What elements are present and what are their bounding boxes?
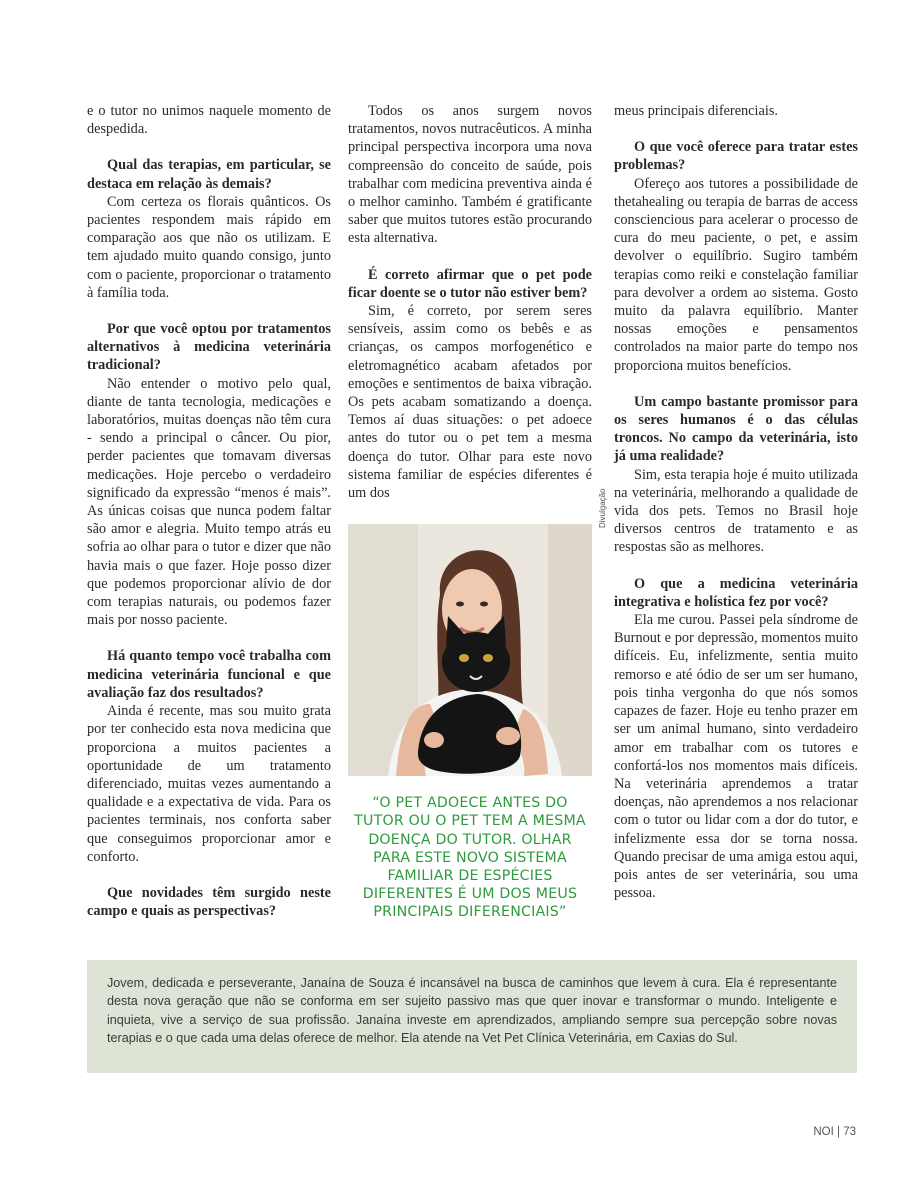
paragraph: e o tutor no unimos naquele momento de despedida. (87, 103, 331, 138)
woman-with-black-cat-illustration (348, 524, 592, 776)
question: O que a medicina veterinária integrativa e holística fez por você? (614, 575, 858, 610)
question: Por que você optou por tratamentos alternativos à medicina veterinária tradicional? (87, 321, 331, 374)
page-number: NOI | 73 (813, 1126, 856, 1138)
question: Um campo bastante promissor para os seres humanos é o das células troncos. No campo da veterinária, isto já uma realidade? (614, 393, 858, 465)
answer: Não entender o motivo pelo qual, diante de tanta tecnologia, medicações e laboratórios, muitas doenças não têm cura - sendo a principal o câncer. Ou pior, perder pacientes que tomavam diversas medicações. Hoje percebo o verdadeiro significado da expressão “menos é mais”. As únicas coisas que nunca podem faltar são amor e alegria. Muito tempo atrás eu sofria ao olhar para o tutor e dizer que não havia mais o que fazer. Hoje posso dizer que podemos proporcionar alívio de dor com terapias naturais, ou podemos fazer mais por nosso paciente. (87, 375, 331, 629)
question: É correto afirmar que o pet pode ficar doente se o tutor não estiver bem? (348, 266, 592, 301)
question: Qual das terapias, em particular, se destaca em relação às demais? (87, 157, 331, 192)
article-column-3 (614, 102, 858, 902)
question: Há quanto tempo você trabalha com medicina veterinária funcional e que avaliação faz dos resultados? (87, 648, 331, 701)
pull-quote: “O PET ADOECE ANTES DO TUTOR OU O PET TEM A MESMA DOENÇA DO TUTOR. OLHAR PARA ESTE NOVO SISTEMA FAMILIAR DE ESPÉCIES DIFERENTES É UM DOS MEUS PRINCIPAIS DIFERENCIAIS” (354, 795, 586, 921)
portrait-photo (348, 488, 607, 776)
paragraph: meus principais diferenciais. (614, 103, 778, 119)
article-column-1 (87, 102, 331, 920)
question: Que novidades têm surgido neste campo e quais as perspectivas? (87, 884, 331, 920)
answer: Todos os anos surgem novos tratamentos, novos nutracêuticos. A minha principal perspectiva incorpora uma nova compreensão do conceito de saúde, pois trabalhar com medicina preventiva ainda é o melhor caminho. Também é gratificante saber que muitos tutores estão procurando esta alternativa. (348, 103, 592, 247)
bio-text: Jovem, dedicada e perseverante, Janaína de Souza é incansável na busca de caminhos que levem à cura. Ela é representante desta nova geração que não se conforma em ser sujeito passivo mas que quer inovar e transformar o mundo. Inteligente e inquieta, vive a serviço de sua profissão. Janaína investe em aprendizados, ampliando sempre sua percepção sobre novas terapias e o que cada uma delas oferece de melhor. Ela atende na Vet Pet Clínica Veterinária, em Caxias do Sul. (107, 976, 837, 1046)
photo-credit: Divulgação (598, 488, 607, 529)
answer: Sim, é correto, por serem seres sensíveis, assim como os bebês e as crianças, os campos morfogenético e eletromagnético acabam afetados por emoções e sentimentos de baixa vibração. Os pets acabam somatizando a doença. Temos aí duas situações: o pet adoece antes do tutor ou o pet tem a mesma doença do tutor. Olhar para este novo sistema familiar de espécies diferentes é um dos (348, 303, 592, 502)
answer: Ofereço aos tutores a possibilidade de thetahealing ou terapia de barras de access consciencious para acelerar o processo de cura do meu paciente, o pet, e assim devolver o equilíbrio. Sugiro também terapias como reiki e constelação familiar para devolver a ordem ao sistema. Gosto muito da palavra equilíbrio. Manter nossas emoções e pensamentos controlados na maior parte do tempo nos proporciona muitos benefícios. (614, 175, 858, 374)
answer: Ainda é recente, mas sou muito grata por ter conhecido esta nova medicina que proporciona a muitos pacientes a oportunidade de um tratamento diferenciado, muitas vezes aumentando a qualidade e a expectativa de vida. Para os pacientes terminais, nos conforta saber que conseguimos proporcionar amor e conforto. (87, 703, 331, 865)
question: O que você oferece para tratar estes problemas? (614, 139, 858, 174)
answer: Ela me curou. Passei pela síndrome de Burnout e por depressão, momentos muito difíceis. Eu, infelizmente, sentia muito remorso e até ódio de ser um ser humano, pois tinha vergonha do que nós somos capazes de fazer. Hoje eu tenho prazer em ser um animal humano, sinto verdadeiro amor em trabalhar com os tutores e confortá-los nos momentos mais difíceis. Na veterinária aprendemos a tratar doenças, não aprendemos a nos relacionar com o tutor ou lidar com a dor do tutor, e infelizmente essa dor se torna nossa. Quando precisar de uma amiga estou aqui, pois antes de ser veterinária, sou uma pessoa. (614, 612, 858, 902)
article-column-2 (348, 102, 607, 922)
bio-box (87, 960, 857, 1073)
answer: Sim, esta terapia hoje é muito utilizada na veterinária, melhorando a qualidade de vida dos pets. Temos no Brasil hoje diversos centros de tratamento e as respostas são as melhores. (614, 466, 858, 556)
answer: Com certeza os florais quânticos. Os pacientes respondem mais rápido em comparação aos que não os utilizam. E tem ajudado muito quando consigo, junto com o paciente, proporcionar o tratamento à família toda. (87, 193, 331, 301)
